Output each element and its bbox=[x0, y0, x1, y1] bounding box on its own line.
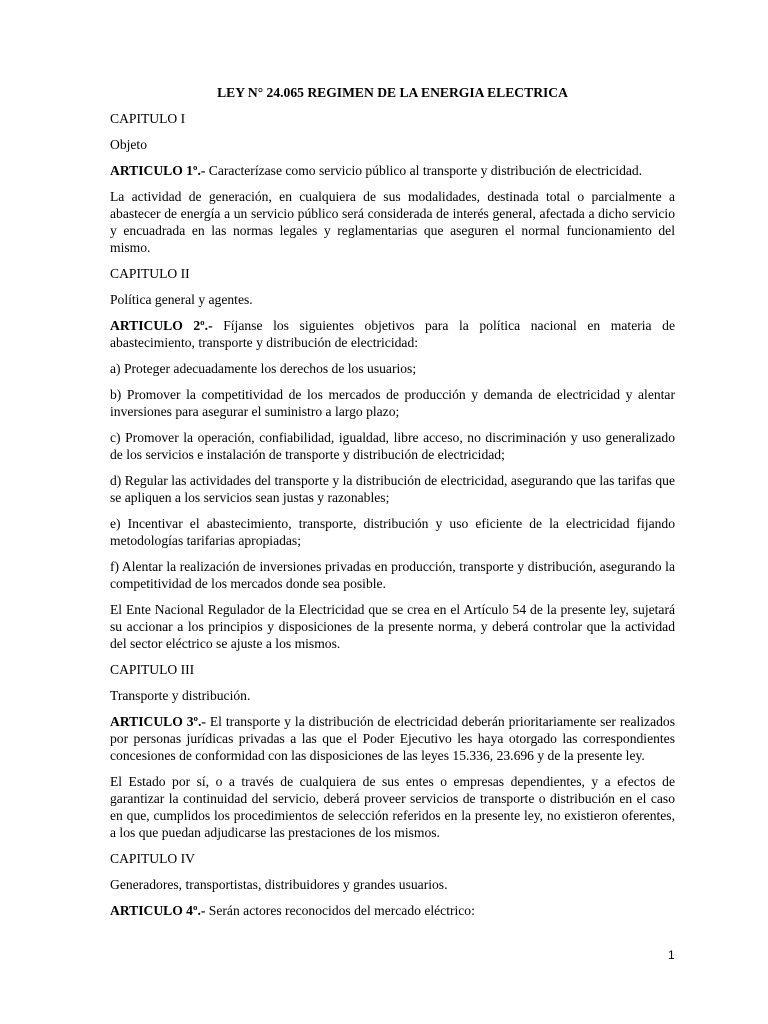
paragraph bbox=[110, 687, 675, 704]
paragraph-text: CAPITULO II bbox=[110, 266, 190, 281]
article-heading: ARTICULO 4º.- bbox=[110, 903, 206, 918]
paragraph bbox=[110, 850, 675, 867]
paragraph-text: d) Regular las actividades del transporte y la distribución de electricidad, asegurando que las tarifas que se apliquen a los servicios sean justas y razonables; bbox=[110, 473, 675, 505]
article-heading: ARTICULO 1º.- bbox=[110, 163, 206, 178]
paragraph bbox=[110, 661, 675, 678]
paragraph bbox=[110, 472, 675, 506]
article-paragraph bbox=[110, 713, 675, 764]
paragraph bbox=[110, 773, 675, 841]
paragraph-text: a) Proteger adecuadamente los derechos de los usuarios; bbox=[110, 361, 417, 376]
paragraph bbox=[110, 876, 675, 893]
paragraph-text: Generadores, transportistas, distribuidores y grandes usuarios. bbox=[110, 877, 448, 892]
article-heading: ARTICULO 2º.- bbox=[110, 318, 213, 333]
paragraph-list bbox=[110, 110, 675, 919]
document-body bbox=[110, 84, 675, 928]
paragraph-text: CAPITULO I bbox=[110, 111, 186, 126]
paragraph-text: f) Alentar la realización de inversiones privadas en producción, transporte y distribución, asegurando la competitividad de los mercados donde sea posible. bbox=[110, 559, 675, 591]
article-heading: ARTICULO 3º.- bbox=[110, 714, 206, 729]
article-paragraph bbox=[110, 162, 675, 179]
article-paragraph bbox=[110, 317, 675, 351]
paragraph-text: c) Promover la operación, confiabilidad, igualdad, libre acceso, no discriminación y uso generalizado de los servicios e instalación de transporte y distribución de electricidad; bbox=[110, 430, 675, 462]
paragraph-text: La actividad de generación, en cualquiera de sus modalidades, destinada total o parcialmente a abastecer de energía a un servicio público será considerada de interés general, afectada a dicho servicio y encuadrada en las normas legales y reglamentarias que aseguren el normal funcionamiento del mismo. bbox=[110, 189, 675, 255]
paragraph-text: Serán actores reconocidos del mercado eléctrico: bbox=[205, 903, 475, 918]
paragraph bbox=[110, 291, 675, 308]
paragraph-text: Transporte y distribución. bbox=[110, 688, 251, 703]
paragraph bbox=[110, 360, 675, 377]
paragraph-text: e) Incentivar el abastecimiento, transporte, distribución y uso eficiente de la electricidad fijando metodologías tarifarias apropiadas; bbox=[110, 516, 675, 548]
paragraph-text: El Ente Nacional Regulador de la Electricidad que se crea en el Artículo 54 de la presente ley, sujetará su accionar a los principios y disposiciones de la presente norma, y deberá controlar que la actividad del sector eléctrico se ajuste a los mismos. bbox=[110, 602, 675, 651]
paragraph bbox=[110, 515, 675, 549]
paragraph-text: El Estado por sí, o a través de cualquiera de sus entes o empresas dependientes, y a efectos de garantizar la continuidad del servicio, deberá proveer servicios de transporte o distribución en el caso en que, cumplidos los procedimientos de selección referidos en la presente ley, no existieron oferentes, a los que puedan adjudicarse las prestaciones de los mismos. bbox=[110, 774, 675, 840]
paragraph bbox=[110, 110, 675, 127]
paragraph bbox=[110, 429, 675, 463]
paragraph-text: Política general y agentes. bbox=[110, 292, 253, 307]
article-paragraph bbox=[110, 902, 675, 919]
paragraph-text: CAPITULO III bbox=[110, 662, 195, 677]
paragraph bbox=[110, 601, 675, 652]
paragraph bbox=[110, 188, 675, 256]
paragraph-text: Objeto bbox=[110, 137, 147, 152]
document-title: LEY N° 24.065 REGIMEN DE LA ENERGIA ELECTRICA bbox=[217, 85, 568, 100]
paragraph-text: Caracterízase como servicio público al transporte y distribución de electricidad. bbox=[205, 163, 643, 178]
paragraph bbox=[110, 136, 675, 153]
paragraph bbox=[110, 558, 675, 592]
paragraph bbox=[110, 265, 675, 282]
page-number: 1 bbox=[668, 948, 675, 962]
paragraph-text: b) Promover la competitividad de los mercados de producción y demanda de electricidad y alentar inversiones para asegurar el suministro a largo plazo; bbox=[110, 387, 675, 419]
paragraph-text: CAPITULO IV bbox=[110, 851, 195, 866]
paragraph-text: El transporte y la distribución de electricidad deberán prioritariamente ser realizados por personas jurídicas privadas a las que el Poder Ejecutivo les haya otorgado las correspondientes concesiones de conformidad con las disposiciones de las leyes 15.336, 23.696 y de la presente ley. bbox=[110, 714, 675, 763]
paragraph-text: Fíjanse los siguientes objetivos para la política nacional en materia de abastecimiento, transporte y distribución de electricidad: bbox=[110, 318, 675, 350]
paragraph bbox=[110, 386, 675, 420]
